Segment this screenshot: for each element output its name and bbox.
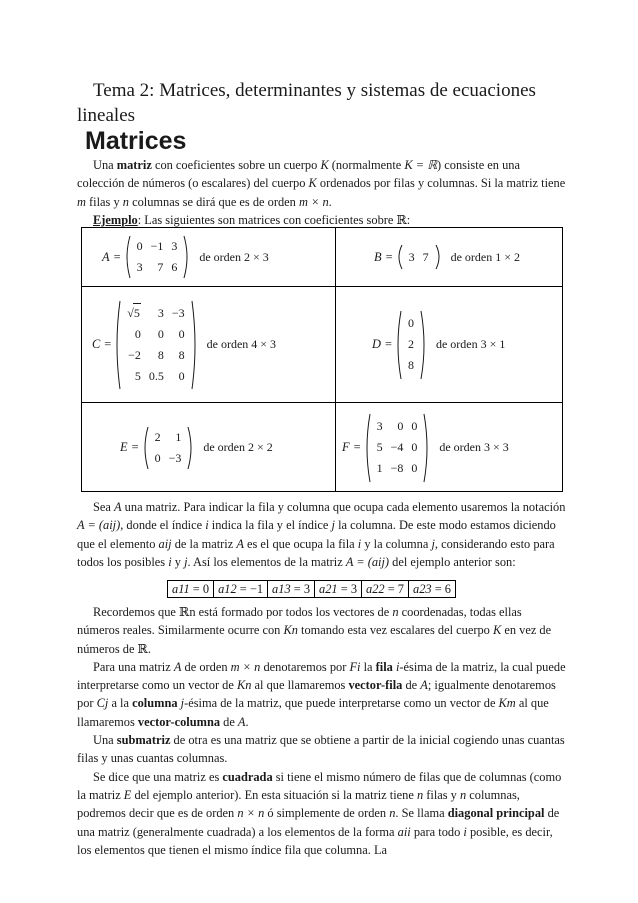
element-cell: a23 = 6 [409, 581, 456, 598]
right-paren-icon [420, 310, 428, 380]
matrix-f-cell: F = 3 0 0 5 −4 0 1 −8 0 de orden 3 × 3 [342, 403, 509, 492]
element-cell: a11 = 0 [168, 581, 214, 598]
left-paren-icon [395, 244, 403, 270]
intro-paragraph: Una matriz con coeficientes sobre un cuerpo K (normalmente K = ℝ) consiste en una colección de números (o escalares) del cuerpo K ordenados por filas y columnas. Si la matriz tiene m filas y n columnas se dirá que es de orden m × n. Ejemplo: Las siguientes son matrices con coeficientes sobre ℝ: [77, 156, 567, 229]
paragraph-cuadrada: Se dice que una matriz es cuadrada si tiene el mismo número de filas que de columnas (como la matriz E del ejemplo anterior). En esta situación si la matriz tiene n filas y n columnas, podremos decir que es de orden n × n ó simplemente de orden n. Se llama diagonal principal de una matriz (generalmente cuadrada) a los elementos de la forma aii para todo i posible, es decir, los elementos que tienen el mismo índice fila que columna. La [77, 769, 562, 857]
matrix-c: √5 3 −3 0 0 0 −2 8 8 5 0.5 0 [123, 302, 188, 387]
notation-paragraph: Sea A una matriz. Para indicar la fila y columna que ocupa cada elemento usaremos la notación A = (aij), donde el índice i indica la fila y el índice j la columna. De este modo estamos diciendo que el elemento aij de la matriz A es el que ocupa la fila i y la columna j, considerando esto para todos los posibles i y j. Así los elementos de la matriz A = (aij) del ejemplo anterior son: [77, 500, 566, 569]
element-cell: a22 = 7 [362, 581, 409, 598]
matrix-b-cell: B = 3 7 de orden 1 × 2 [374, 228, 520, 286]
matrix-b-order: de orden 1 × 2 [450, 249, 520, 264]
right-paren-icon [187, 426, 195, 470]
matrix-d-order: de orden 3 × 1 [435, 337, 506, 351]
matrix-e-order: de orden 2 × 2 [203, 440, 273, 454]
left-paren-icon [113, 300, 121, 390]
right-paren-icon [435, 244, 443, 270]
term-matriz: matriz [116, 158, 152, 172]
left-paren-icon [141, 426, 149, 470]
chapter-title-line-1: Tema 2: Matrices, determinantes y sistemas de ecuaciones [93, 80, 536, 101]
chapter-title-line-2: lineales [77, 105, 136, 126]
element-cell: a12 = −1 [214, 581, 268, 598]
right-paren-icon [423, 413, 431, 483]
matrix-f-order: de orden 3 × 3 [439, 440, 509, 454]
matrix-b: 3 7 [408, 249, 429, 264]
matrix-e-cell: E = 2 1 0 −3 de orden 2 × 2 [120, 403, 273, 492]
right-paren-icon [191, 300, 199, 390]
sqrt-entry: √5 [123, 302, 145, 324]
matrix-d-cell: D = 0 2 8 de orden 3 × 1 [372, 287, 505, 402]
matrix-a: 0 −1 3 3 7 6 [136, 239, 178, 274]
example-line: Ejemplo: Las siguientes son matrices con coeficientes sobre ℝ: [93, 212, 411, 227]
matrix-c-cell: C = √5 3 −3 0 0 0 −2 8 8 5 0.5 0 de orden 4 × 3 [92, 287, 276, 402]
sqrt-icon: √ [127, 306, 134, 320]
matrix-d: 0 2 8 [407, 316, 414, 372]
matrix-a-order: de orden 2 × 3 [199, 249, 269, 264]
right-paren-icon [183, 235, 191, 279]
example-label: Ejemplo [93, 212, 138, 227]
element-cell: a21 = 3 [315, 581, 362, 598]
paragraph-submatriz: Una submatriz de otra es una matriz que se obtiene a partir de la inicial cogiendo unas cuantas filas y unas cuantas columnas. [77, 733, 565, 766]
element-cell: a13 = 3 [268, 581, 315, 598]
left-paren-icon [123, 235, 131, 279]
matrix-examples-table [81, 227, 563, 492]
left-paren-icon [394, 310, 402, 380]
matrix-a-cell: A = 0 −1 3 3 7 6 de orden 2 × 3 [102, 228, 269, 286]
matrix-e: 2 1 0 −3 [154, 429, 182, 465]
matrix-f: 3 0 0 5 −4 0 1 −8 0 [376, 419, 418, 475]
left-paren-icon [363, 413, 371, 483]
paragraph-rn: Recordemos que ℝn está formado por todos los vectores de n coordenadas, todas ellas números reales. Similarmente ocurre con Kn tomando esta vez escalares del cuerpo K en vez de números de ℝ. [77, 605, 552, 656]
body-paragraphs [77, 603, 567, 859]
matrix-c-order: de orden 4 × 3 [206, 337, 277, 351]
paragraph-fila-columna: Para una matriz A de orden m × n denotaremos por Fi la fila i-ésima de la matriz, la cual puede interpretarse como un vector de Kn al que llamaremos vector-fila de A; igualmente denotaremos por Cj a la columna j-ésima de la matriz, que puede interpretarse como un vector de Km al que llamaremos vector-columna de A. [77, 659, 566, 729]
section-title: Matrices [85, 127, 187, 155]
elements-table [167, 580, 456, 598]
